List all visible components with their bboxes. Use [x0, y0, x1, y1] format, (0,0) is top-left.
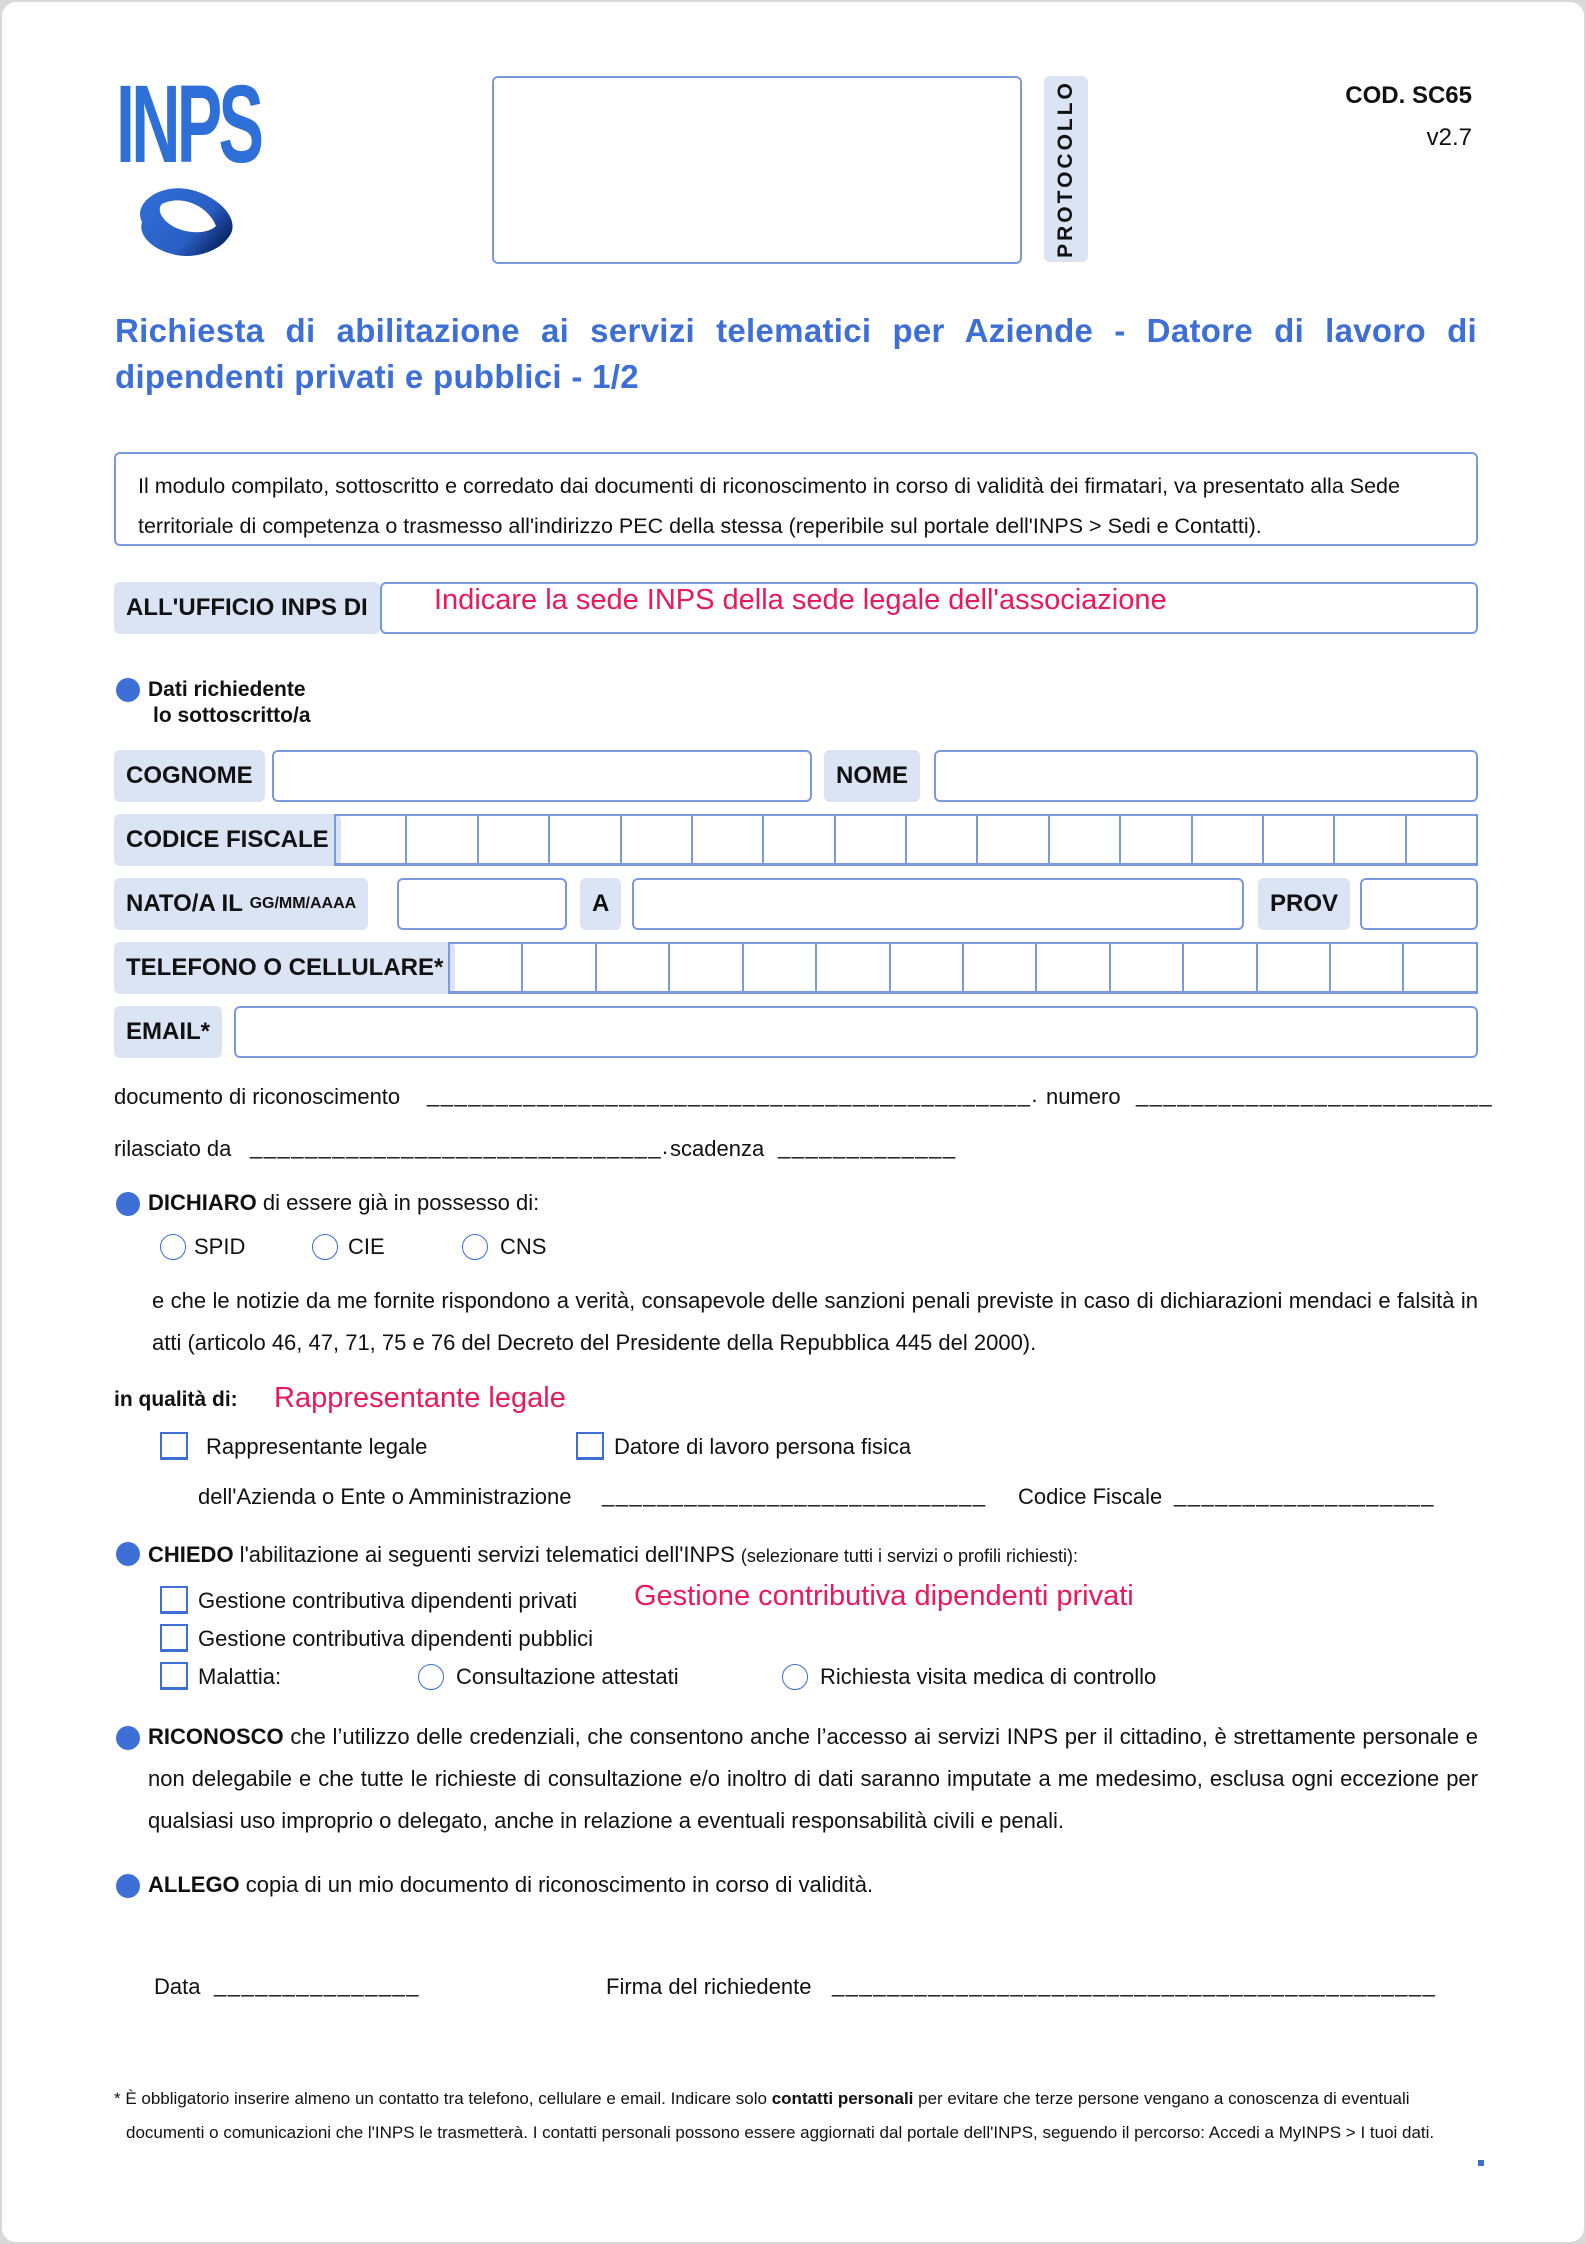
page-marker [1478, 2160, 1484, 2166]
surname-label: COGNOME [114, 750, 265, 802]
fiscal-code-input[interactable] [334, 814, 1478, 866]
signature-blank[interactable]: ____________________________________________ [832, 1972, 1437, 1997]
email-label: EMAIL* [114, 1006, 222, 1058]
company-blank[interactable]: ____________________________ [602, 1482, 987, 1507]
employer-individual-checkbox[interactable] [576, 1432, 604, 1460]
issued-by-label: rilasciato da [114, 1136, 232, 1161]
phone-input[interactable] [448, 942, 1478, 994]
capacity-value: Rappresentante legale [274, 1382, 566, 1414]
section-bullet-icon [116, 1726, 140, 1750]
company-label: dell'Azienda o Ente o Amministrazione [198, 1484, 572, 1509]
inps-logo-text: INPS [116, 63, 261, 186]
section-title: Dati richiedente [148, 678, 306, 701]
certificates-label: Consultazione attestati [456, 1664, 679, 1689]
section-subtitle: lo sottoscritto/a [153, 704, 311, 727]
expiry-label: scadenza [670, 1136, 765, 1161]
company-fiscal-code-blank[interactable]: ___________________ [1174, 1482, 1435, 1507]
certificates-radio[interactable] [418, 1664, 444, 1690]
capacity-label: in qualità di: [114, 1388, 238, 1411]
birth-date-input[interactable] [397, 878, 567, 930]
spid-radio[interactable] [160, 1234, 186, 1260]
acknowledge-statement: RICONOSCO che l’utilizzo delle credenziali, che consentono anche l’accesso ai servizi INPS per il cittadino, è strettamente personale e non delegabile e che tutte le richieste di consultazione e/o inoltro di dati saranno imputate a me medesimo, esclusa ogni eccezione per qualsiasi uso improprio o delegato, anche in relazione a eventuali responsabilità civili e penali. [148, 1724, 1478, 1833]
footnote: * È obbligatorio inserire almeno un contatto tra telefono, cellulare e email. Indicare solo contatti personali per evitare che terze persone vengano a conoscenza di eventuali documenti o comunicazioni che l'INPS le trasmetterà. I contatti personali possono essere aggiornati dal portale dell'INPS, seguendo il percorso: Accedi a MyINPS > I tuoi dati. [114, 2089, 1435, 2142]
service-fill-value: Gestione contributiva dipendenti privati [634, 1580, 1134, 1612]
request-heading: CHIEDO l'abilitazione ai seguenti servizi telematici dell'INPS (selezionare tutti i servizi o profili richiesti): [148, 1542, 1078, 1567]
declare-heading: DICHIARO di essere già in possesso di: [148, 1190, 540, 1215]
document-number-label: numero [1046, 1084, 1121, 1109]
province-label: PROV [1258, 878, 1350, 930]
section-bullet-icon [116, 678, 140, 702]
cie-radio[interactable] [312, 1234, 338, 1260]
inps-logo-icon [132, 182, 238, 262]
sickness-checkbox[interactable] [160, 1662, 188, 1690]
cns-label: CNS [500, 1234, 547, 1259]
id-document-label: documento di riconoscimento [114, 1084, 401, 1109]
id-document-blank[interactable]: ____________________________________________. [427, 1082, 1039, 1107]
birth-date-label: NATO/A IL GG/MM/AAAA [114, 878, 368, 930]
page-title: Richiesta di abilitazione ai servizi telematici per Aziende - Datore di lavoro di dipendenti privati e pubblici - 1/2 [115, 312, 1477, 395]
public-employees-checkbox[interactable] [160, 1624, 188, 1652]
company-fiscal-code-label: Codice Fiscale [1018, 1484, 1163, 1509]
private-employees-checkbox[interactable] [160, 1586, 188, 1614]
birth-place-input[interactable] [632, 878, 1244, 930]
legal-representative-label: Rappresentante legale [206, 1434, 428, 1459]
cns-radio[interactable] [462, 1234, 488, 1260]
attach-statement: ALLEGO copia di un mio documento di riconoscimento in corso di validità. [148, 1872, 874, 1897]
name-input[interactable] [934, 750, 1478, 802]
protocol-label: PROTOCOLLO [1044, 76, 1088, 262]
signature-label: Firma del richiedente [606, 1974, 812, 1999]
instructions-box: Il modulo compilato, sottoscritto e corredato dai documenti di riconoscimento in corso di validità dei firmatari, va presentato alla Sede territoriale di competenza o trasmesso all'indirizzo PEC della stessa (reperibile sul portale dell'INPS > Sedi e Contatti). [114, 452, 1478, 546]
section-bullet-icon [116, 1192, 140, 1216]
office-label: ALL'UFFICIO INPS DI [114, 582, 380, 634]
document-number-blank[interactable]: __________________________ [1136, 1082, 1494, 1107]
medical-visit-label: Richiesta visita medica di controllo [820, 1664, 1157, 1689]
spid-label: SPID [194, 1234, 246, 1259]
sickness-label: Malattia: [198, 1664, 282, 1689]
surname-input[interactable] [272, 750, 812, 802]
legal-representative-checkbox[interactable] [160, 1432, 188, 1460]
email-input[interactable] [234, 1006, 1478, 1058]
issued-by-blank[interactable]: ______________________________. [250, 1134, 670, 1159]
form-version: v2.7 [1426, 124, 1472, 151]
province-input[interactable] [1360, 878, 1478, 930]
phone-label: TELEFONO O CELLULARE* [114, 942, 455, 994]
section-bullet-icon [116, 1874, 140, 1898]
public-employees-label: Gestione contributiva dipendenti pubblici [198, 1626, 594, 1651]
fiscal-code-label: CODICE FISCALE [114, 814, 341, 866]
declaration-statement: e che le notizie da me fornite rispondono a verità, consapevole delle sanzioni penali previste in caso di dichiarazioni mendaci e falsità in atti (articolo 46, 47, 71, 75 e 76 del Decreto del Presidente della Repubblica 445 del 2000). [152, 1288, 1478, 1355]
name-label: NOME [824, 750, 920, 802]
protocol-box [492, 76, 1022, 264]
form-code: COD. SC65 [1345, 82, 1472, 109]
date-blank[interactable]: _______________ [214, 1972, 421, 1997]
expiry-blank[interactable]: _____________ [778, 1134, 957, 1159]
date-label: Data [154, 1974, 201, 1999]
private-employees-label: Gestione contributiva dipendenti privati [198, 1588, 578, 1613]
section-bullet-icon [116, 1542, 140, 1566]
form-page [2, 2, 1584, 2242]
cie-label: CIE [348, 1234, 385, 1259]
birth-place-label: A [580, 878, 621, 930]
employer-individual-label: Datore di lavoro persona fisica [614, 1434, 912, 1459]
office-value: Indicare la sede INPS della sede legale dell'associazione [434, 584, 1167, 616]
medical-visit-radio[interactable] [782, 1664, 808, 1690]
